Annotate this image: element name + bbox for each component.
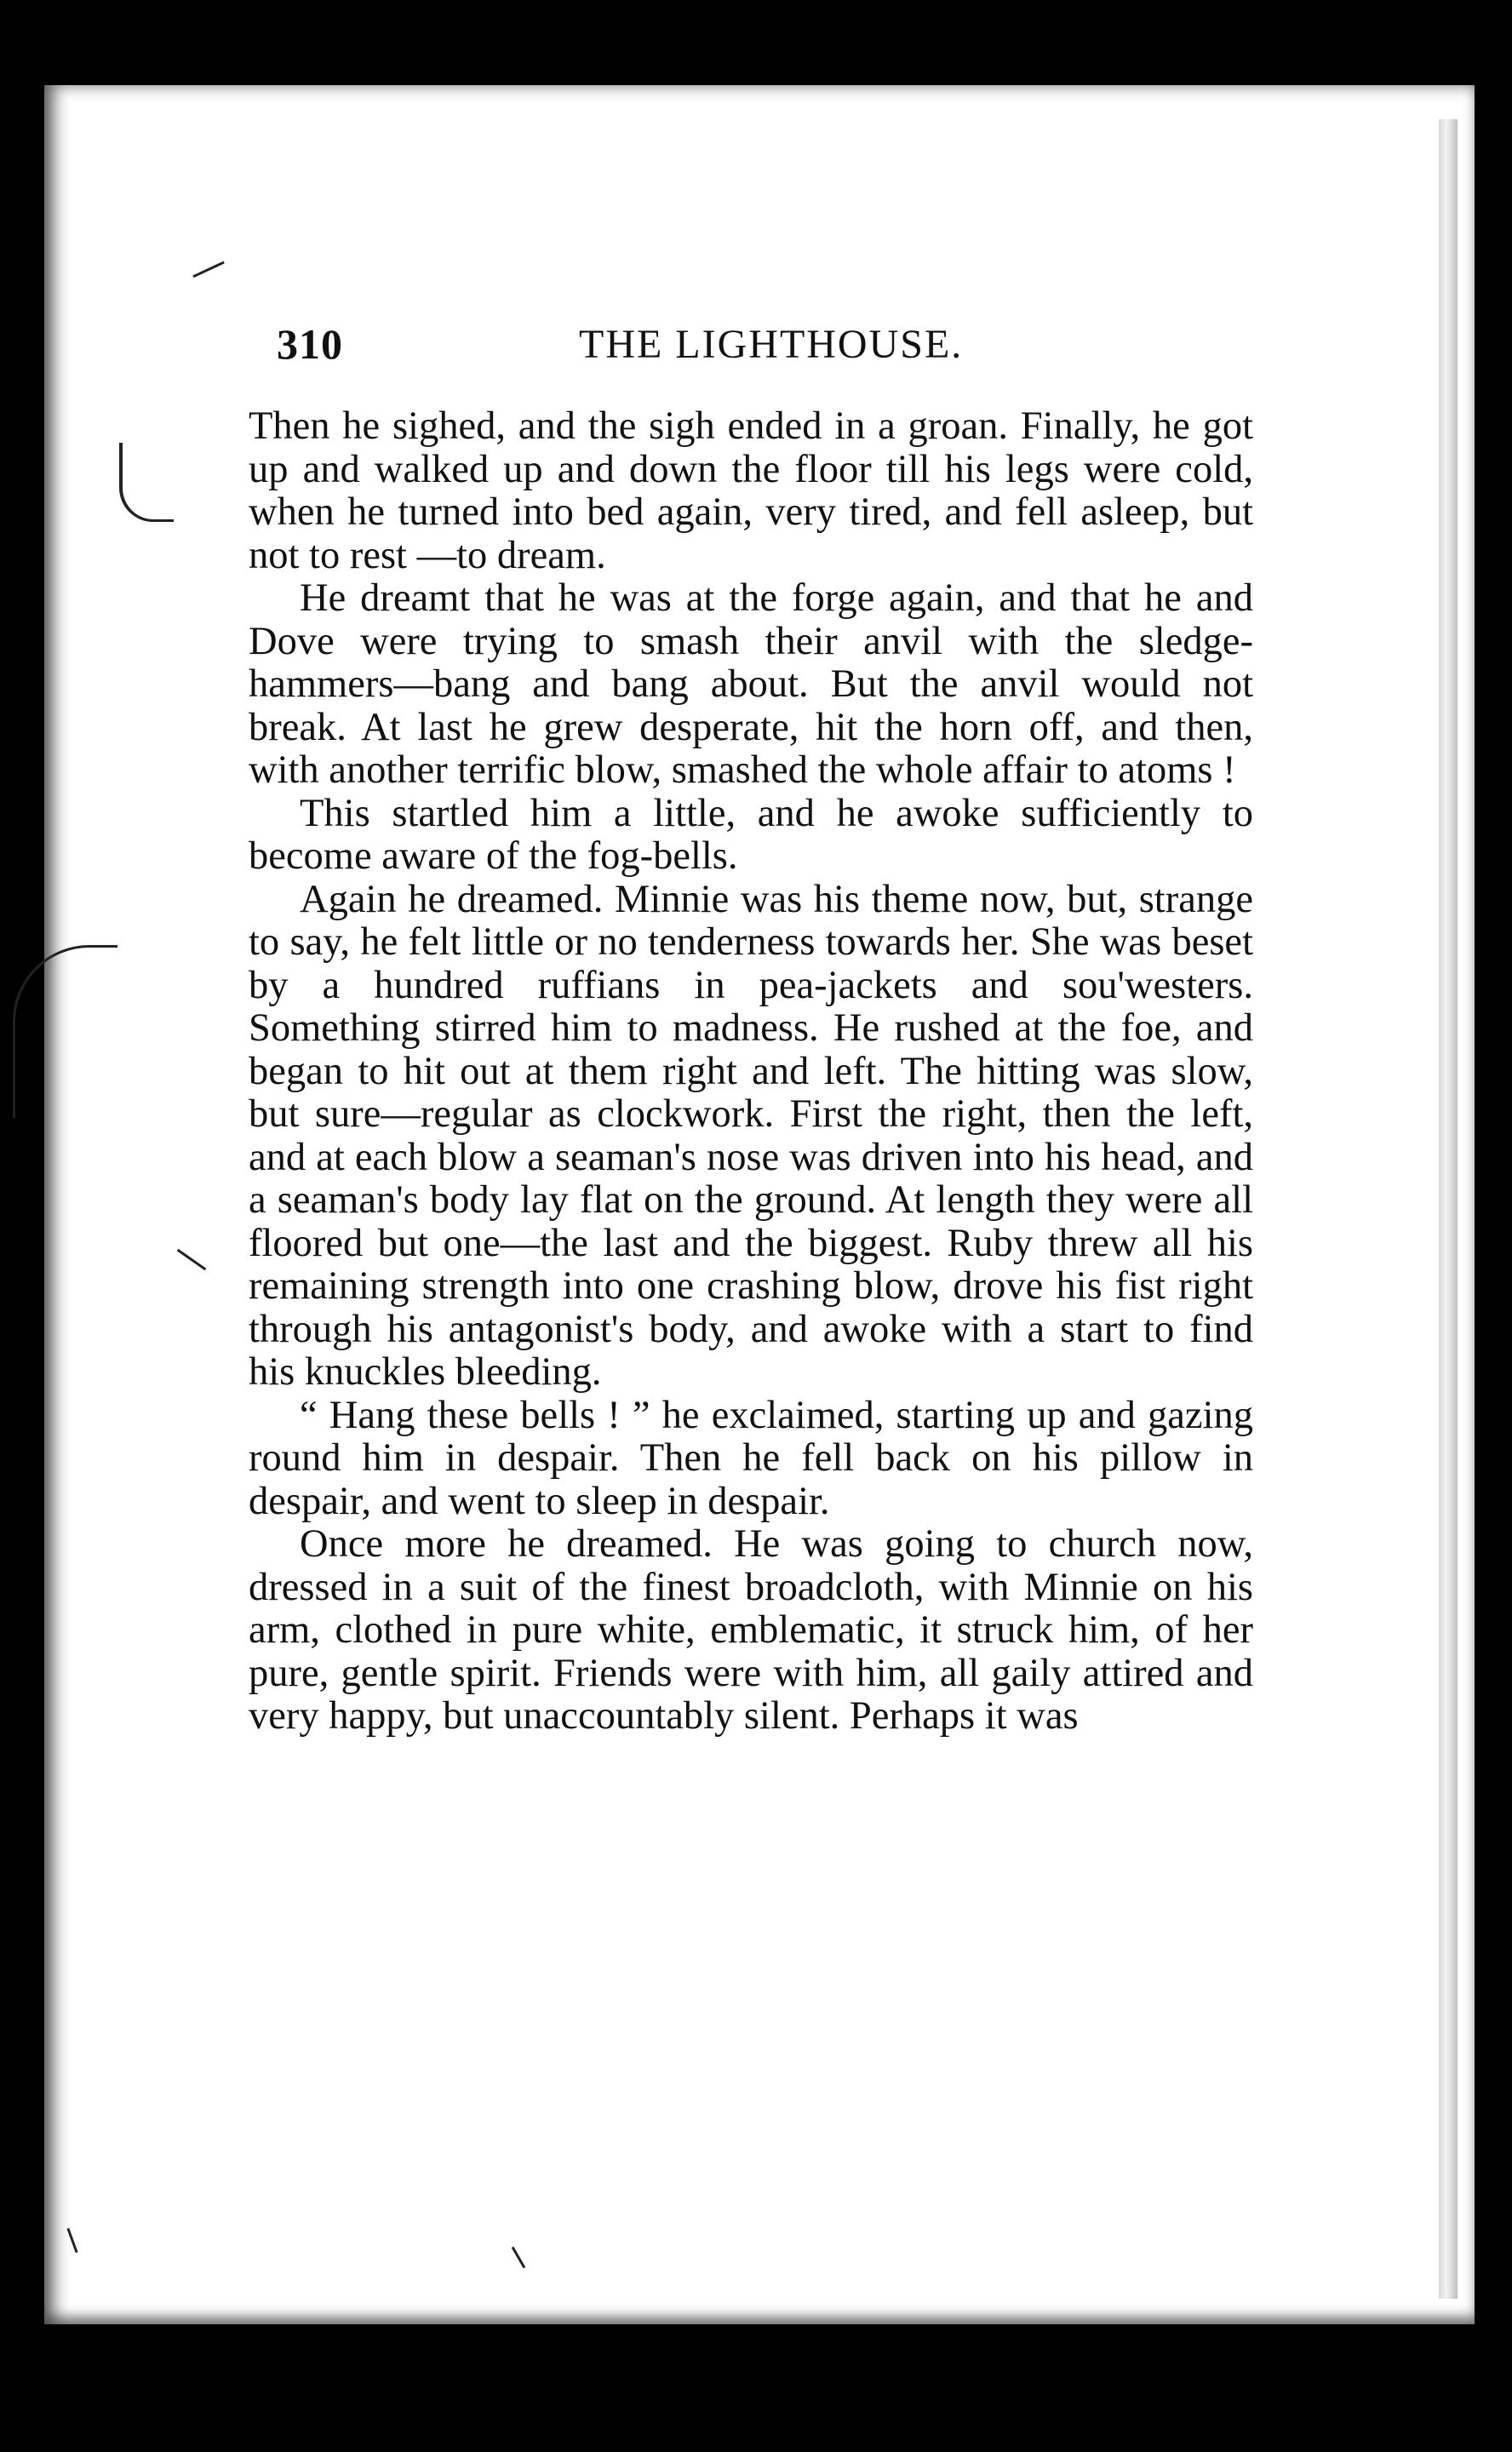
running-head: THE LIGHTHOUSE. [579,322,964,367]
paragraph: Once more he dreamed. He was going to church now, dressed in a suit of the finest broadcloth, with Minnie on his arm, clothed in pure white, emblematic, it struck him, of her pure, gentle spirit. Friends were with him, all gaily attired and very happy, but unaccountably silent. Perhaps it was [249,1522,1253,1738]
paragraph: This startled him a little, and he awoke sufficiently to become aware of the fog-bells. [249,791,1253,878]
paragraph: “ Hang these bells ! ” he exclaimed, starting up and gazing round him in despair. Then he fell back on his pillow in despair, and went to sleep in despair. [249,1393,1253,1523]
page-edge [1439,119,1458,2299]
body-text [249,405,1253,1739]
margin-bracket-mark [119,443,174,522]
page-number: 310 [277,320,343,368]
paragraph: He dreamt that he was at the forge again, and that he and Dove were trying to smash their anvil with the sledge-hammers—bang and bang about. But the anvil would not break. At last he grew desperate, hit the horn off, and then, with another terrific blow, smashed the whole affair to atoms ! [249,576,1253,792]
paragraph: Then he sighed, and the sigh ended in a groan. Finally, he got up and walked up and down the floor till his legs were cold, when he turned into bed again, very tired, and fell asleep, but not to rest —to dream. [249,404,1253,577]
margin-curve-mark [13,945,117,1118]
paragraph: Again he dreamed. Minnie was his theme now, but, strange to say, he felt little or no tenderness towards her. She was beset by a hundred ruffians in pea-jackets and sou'westers. Something stirred him to madness. He rushed at the foe, and began to hit out at them right and left. The hitting was slow, but sure—regular as clockwork. First the right, then the left, and at each blow a seaman's nose was driven into his head, and a seaman's body lay flat on the ground. At length they were all floored but one—the last and the biggest. Ruby threw all his remaining strength into one crashing blow, drove his fist right through his antagonist's body, and awoke with a start to find his knuckles bleeding. [249,877,1253,1394]
page-header [277,319,1009,387]
